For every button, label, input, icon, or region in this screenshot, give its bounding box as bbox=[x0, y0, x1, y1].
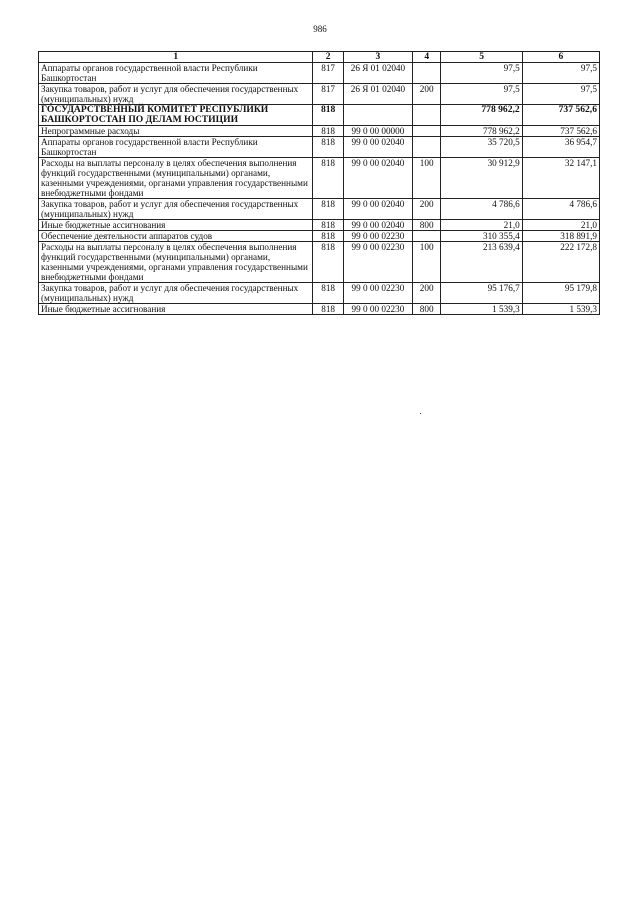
row-name-cell: Расходы на выплаты персоналу в целях обеспечения выполнения функций государственными (муниципальными) органами, казенными учреждениями, органами управления государственными внебюджетными фондами bbox=[39, 158, 313, 199]
row-name-cell: Обеспечение деятельности аппаратов судов bbox=[39, 231, 313, 242]
amount-year2-cell: 4 786,6 bbox=[522, 199, 599, 220]
target-article-cell: 26 Я 01 02040 bbox=[343, 63, 412, 84]
amount-year2-cell: 222 172,8 bbox=[522, 242, 599, 283]
expense-type-cell: 200 bbox=[412, 283, 440, 304]
row-name-cell: Закупка товаров, работ и услуг для обеспечения государственных (муниципальных) нужд bbox=[39, 199, 313, 220]
ministry-code-cell: 818 bbox=[313, 220, 343, 231]
expense-type-cell bbox=[412, 105, 440, 126]
amount-year1-cell: 97,5 bbox=[441, 63, 522, 84]
target-article-cell: 99 0 00 02040 bbox=[343, 199, 412, 220]
expense-type-cell: 200 bbox=[412, 84, 440, 105]
amount-year1-cell: 21,0 bbox=[441, 220, 522, 231]
expense-type-cell bbox=[412, 63, 440, 84]
table-row bbox=[39, 304, 600, 315]
ministry-code-cell: 817 bbox=[313, 84, 343, 105]
amount-year1-cell: 4 786,6 bbox=[441, 199, 522, 220]
expense-type-cell: 100 bbox=[412, 158, 440, 199]
amount-year2-cell: 737 562,6 bbox=[522, 105, 599, 126]
target-article-cell: 99 0 00 02040 bbox=[343, 137, 412, 158]
table-row bbox=[39, 63, 600, 84]
table-row bbox=[39, 126, 600, 137]
ministry-code-cell: 818 bbox=[313, 242, 343, 283]
amount-year1-cell: 35 720,5 bbox=[441, 137, 522, 158]
amount-year1-cell: 97,5 bbox=[441, 84, 522, 105]
row-name-cell: ГОСУДАРСТВЕННЫЙ КОМИТЕТ РЕСПУБЛИКИ БАШКОРТОСТАН ПО ДЕЛАМ ЮСТИЦИИ bbox=[39, 105, 313, 126]
amount-year2-cell: 318 891,9 bbox=[522, 231, 599, 242]
header-cell: 3 bbox=[343, 52, 412, 63]
page-number: 986 bbox=[313, 24, 327, 34]
expense-type-cell: 100 bbox=[412, 242, 440, 283]
amount-year2-cell: 97,5 bbox=[522, 84, 599, 105]
amount-year2-cell: 1 539,3 bbox=[522, 304, 599, 315]
header-cell: 2 bbox=[313, 52, 343, 63]
amount-year2-cell: 737 562,6 bbox=[522, 126, 599, 137]
target-article-cell: 99 0 00 02230 bbox=[343, 283, 412, 304]
row-name-cell: Аппараты органов государственной власти Республики Башкортостан bbox=[39, 137, 313, 158]
expense-type-cell: 800 bbox=[412, 220, 440, 231]
target-article-cell: 99 0 00 02040 bbox=[343, 158, 412, 199]
header-cell: 1 bbox=[39, 52, 313, 63]
ministry-code-cell: 817 bbox=[313, 63, 343, 84]
target-article-cell: 99 0 00 02040 bbox=[343, 220, 412, 231]
row-name-cell: Непрограммные расходы bbox=[39, 126, 313, 137]
header-cell: 4 bbox=[412, 52, 440, 63]
table-row bbox=[39, 84, 600, 105]
ministry-code-cell: 818 bbox=[313, 199, 343, 220]
target-article-cell: 99 0 00 00000 bbox=[343, 126, 412, 137]
amount-year1-cell: 778 962,2 bbox=[441, 126, 522, 137]
ministry-code-cell: 818 bbox=[313, 304, 343, 315]
amount-year2-cell: 95 179,8 bbox=[522, 283, 599, 304]
amount-year2-cell: 36 954,7 bbox=[522, 137, 599, 158]
ministry-code-cell: 818 bbox=[313, 283, 343, 304]
table-header-row bbox=[39, 52, 600, 63]
row-name-cell: Закупка товаров, работ и услуг для обеспечения государственных (муниципальных) нужд bbox=[39, 84, 313, 105]
target-article-cell bbox=[343, 105, 412, 126]
amount-year2-cell: 21,0 bbox=[522, 220, 599, 231]
table-row bbox=[39, 231, 600, 242]
amount-year2-cell: 32 147,1 bbox=[522, 158, 599, 199]
table-body bbox=[39, 63, 600, 315]
amount-year1-cell: 30 912,9 bbox=[441, 158, 522, 199]
table-row bbox=[39, 220, 600, 231]
ministry-code-cell: 818 bbox=[313, 137, 343, 158]
table-row bbox=[39, 199, 600, 220]
row-name-cell: Расходы на выплаты персоналу в целях обеспечения выполнения функций государственными (муниципальными) органами, казенными учреждениями, органами управления государственными внебюджетными фондами bbox=[39, 242, 313, 283]
ministry-code-cell: 818 bbox=[313, 105, 343, 126]
ministry-code-cell: 818 bbox=[313, 158, 343, 199]
expense-type-cell bbox=[412, 126, 440, 137]
table-row bbox=[39, 242, 600, 283]
amount-year1-cell: 310 355,4 bbox=[441, 231, 522, 242]
expense-type-cell bbox=[412, 231, 440, 242]
expense-type-cell bbox=[412, 137, 440, 158]
amount-year2-cell: 97,5 bbox=[522, 63, 599, 84]
stray-mark bbox=[420, 413, 421, 414]
target-article-cell: 99 0 00 02230 bbox=[343, 231, 412, 242]
table-row bbox=[39, 105, 600, 126]
table-row bbox=[39, 158, 600, 199]
budget-table bbox=[38, 51, 600, 315]
amount-year1-cell: 778 962,2 bbox=[441, 105, 522, 126]
row-name-cell: Иные бюджетные ассигнования bbox=[39, 304, 313, 315]
header-cell: 6 bbox=[522, 52, 599, 63]
expense-type-cell: 200 bbox=[412, 199, 440, 220]
expense-type-cell: 800 bbox=[412, 304, 440, 315]
ministry-code-cell: 818 bbox=[313, 231, 343, 242]
target-article-cell: 99 0 00 02230 bbox=[343, 242, 412, 283]
table-row bbox=[39, 283, 600, 304]
ministry-code-cell: 818 bbox=[313, 126, 343, 137]
amount-year1-cell: 95 176,7 bbox=[441, 283, 522, 304]
row-name-cell: Аппараты органов государственной власти Республики Башкортостан bbox=[39, 63, 313, 84]
target-article-cell: 99 0 00 02230 bbox=[343, 304, 412, 315]
target-article-cell: 26 Я 01 02040 bbox=[343, 84, 412, 105]
row-name-cell: Иные бюджетные ассигнования bbox=[39, 220, 313, 231]
row-name-cell: Закупка товаров, работ и услуг для обеспечения государственных (муниципальных) нужд bbox=[39, 283, 313, 304]
amount-year1-cell: 1 539,3 bbox=[441, 304, 522, 315]
table-row bbox=[39, 137, 600, 158]
header-cell: 5 bbox=[441, 52, 522, 63]
amount-year1-cell: 213 639,4 bbox=[441, 242, 522, 283]
